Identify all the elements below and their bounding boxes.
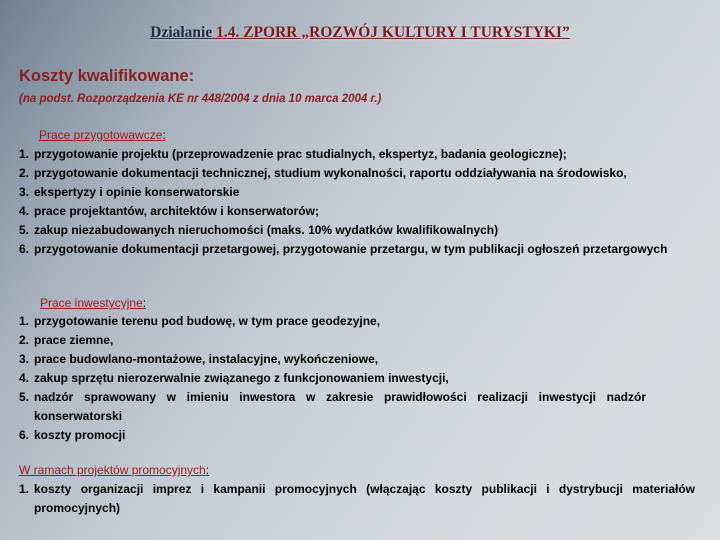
section-label-preparatory xyxy=(39,128,166,142)
section-label-promotional xyxy=(19,463,209,477)
list-item xyxy=(19,350,695,369)
section-label-text: Prace przygotowawcze xyxy=(39,128,163,142)
section-label-colon: : xyxy=(205,463,210,477)
list-item xyxy=(19,183,695,202)
list-item xyxy=(19,164,695,183)
item-number: 6. xyxy=(19,242,30,256)
item-number: 1. xyxy=(19,314,30,328)
slide-title xyxy=(0,24,720,42)
item-text: prace ziemne, xyxy=(34,333,114,347)
item-text: przygotowanie projektu (przeprowadzenie prac studialnych, ekspertyz, badania geologiczne); xyxy=(34,147,567,161)
item-number: 1. xyxy=(19,147,30,161)
item-number: 6. xyxy=(19,428,30,442)
item-number: 3. xyxy=(19,352,30,366)
preparatory-works-list xyxy=(19,145,695,259)
list-item xyxy=(19,240,695,259)
promotional-projects-list xyxy=(19,480,695,518)
item-number: 5. xyxy=(19,223,30,237)
item-text: koszty organizacji imprez i kampanii promocyjnych (włączając koszty publikacji i dystrybucji materiałów promocyjnych) xyxy=(34,482,695,515)
item-text: koszty promocji xyxy=(34,428,126,442)
list-item xyxy=(19,221,695,240)
investment-works-list xyxy=(19,312,695,445)
section-label-text: W ramach projektów promocyjnych xyxy=(19,463,206,477)
regulation-note: (na podst. Rozporządzenia KE nr 448/2004 z dnia 10 marca 2004 r.) xyxy=(19,93,382,105)
list-item xyxy=(19,426,695,445)
slide-title-lead: Działanie xyxy=(150,24,213,41)
item-text: ekspertyzy i opinie konserwatorskie xyxy=(34,185,240,199)
item-text: przygotowanie dokumentacji przetargowej, przygotowanie przetargu, w tym publikacji ogłoszeń przetargowych xyxy=(34,242,668,256)
list-item xyxy=(19,202,695,221)
item-text: przygotowanie dokumentacji technicznej, studium wykonalności, raportu oddziaływania na środowisko, xyxy=(34,166,627,180)
section-label-colon: : xyxy=(162,128,166,142)
item-text: prace budowlano-montażowe, instalacyjne, wykończeniowe, xyxy=(34,352,379,366)
list-item xyxy=(19,312,695,331)
section-label-colon: : xyxy=(142,296,147,310)
list-item xyxy=(19,145,695,164)
item-number: 2. xyxy=(19,166,30,180)
section-label-investment xyxy=(40,296,146,310)
costs-heading: Koszty kwalifikowane: xyxy=(19,67,195,85)
item-number: 4. xyxy=(19,371,30,385)
list-item xyxy=(19,388,695,426)
item-text: przygotowanie terenu pod budowę, w tym prace geodezyjne, xyxy=(34,314,381,328)
item-number: 5. xyxy=(19,390,30,404)
item-number: 3. xyxy=(19,185,30,199)
list-item xyxy=(19,331,695,350)
slide-title-rest: 1.4. ZPORR „ROZWÓJ KULTURY I TURYSTYKI” xyxy=(212,24,570,41)
item-number: 2. xyxy=(19,333,30,347)
item-text: zakup sprzętu nierozerwalnie związanego z funkcjonowaniem inwestycji, xyxy=(34,371,449,385)
item-number: 1. xyxy=(19,482,30,496)
item-text: nadzór sprawowany w imieniu inwestora w zakresie prawidłowości realizacji inwestycji nadzór konserwatorski xyxy=(34,390,646,423)
item-number: 4. xyxy=(19,204,30,218)
section-label-text: Prace inwestycyjne xyxy=(40,296,143,310)
list-item xyxy=(19,480,695,518)
list-item xyxy=(19,369,695,388)
item-text: prace projektantów, architektów i konserwatorów; xyxy=(34,204,319,218)
item-text: zakup niezabudowanych nieruchomości (maks. 10% wydatków kwalifikowalnych) xyxy=(34,223,499,237)
